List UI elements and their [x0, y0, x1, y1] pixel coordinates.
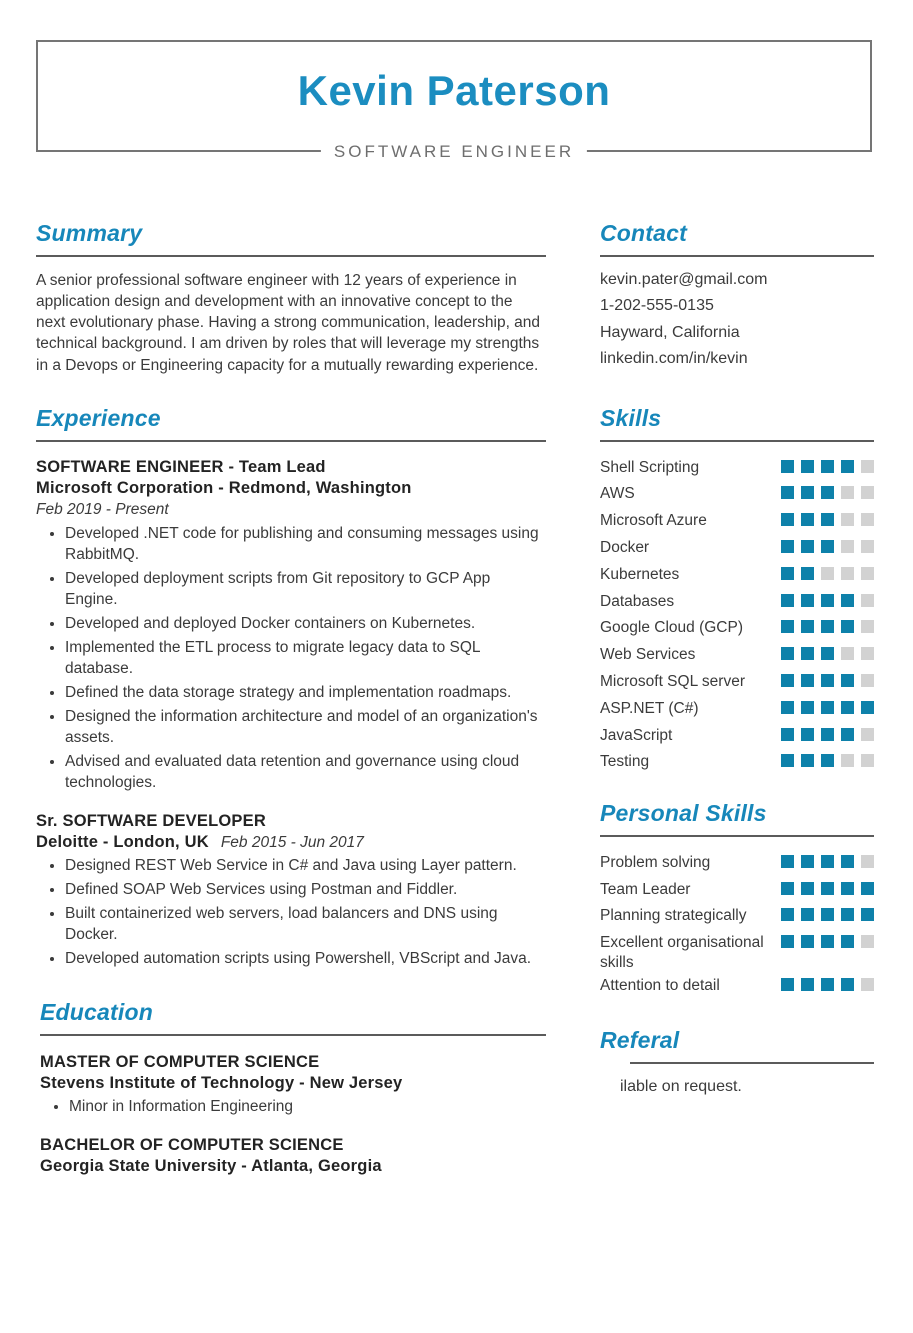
skill-rating	[774, 973, 874, 996]
skill-row	[600, 455, 874, 482]
skill-name: Databases	[600, 592, 675, 610]
degree-title: BACHELOR OF COMPUTER SCIENCE	[40, 1136, 344, 1155]
skill-row	[600, 877, 874, 904]
rating-square-filled	[821, 513, 834, 526]
skill-row	[600, 615, 874, 642]
rating-square-filled	[781, 540, 794, 553]
degree-school: Georgia State University - Atlanta, Georgia	[40, 1157, 382, 1176]
job-title: SOFTWARE ENGINEER - Team Lead	[36, 457, 326, 476]
skill-name: Kubernetes	[600, 565, 680, 583]
skill-rating	[774, 508, 874, 531]
skill-name: Problem solving	[600, 853, 711, 871]
job-dates: Feb 2019 - Present	[36, 500, 169, 518]
skills-list	[600, 455, 874, 777]
contact-heading: Contact	[600, 220, 688, 246]
rating-square-filled	[781, 620, 794, 633]
rating-square-filled	[781, 594, 794, 607]
rating-square-filled	[841, 728, 854, 741]
rating-square-filled	[821, 620, 834, 633]
rating-square-empty	[861, 460, 874, 473]
skill-name: Attention to detail	[600, 977, 720, 995]
skill-name: Microsoft SQL server	[600, 672, 745, 690]
job-company: Microsoft Corporation - Redmond, Washington	[36, 478, 412, 497]
job-company: Deloitte - London, UK	[36, 833, 209, 852]
experience-heading: Experience	[36, 405, 161, 432]
skill-name: Web Services	[600, 646, 696, 664]
skill-row	[600, 562, 874, 589]
rating-square-empty	[861, 594, 874, 607]
rating-square-filled	[801, 460, 814, 473]
skill-rating	[774, 455, 874, 478]
rating-square-filled	[801, 594, 814, 607]
contact-phone: 1-202-555-0135	[600, 297, 714, 315]
rating-square-filled	[821, 486, 834, 499]
skill-row	[600, 642, 874, 669]
person-job-title: SOFTWARE ENGINEER	[321, 142, 587, 162]
rating-square-filled	[801, 620, 814, 633]
rating-square-filled	[781, 935, 794, 948]
bullet-item: • Defined the data storage strategy and implementation roadmaps.	[65, 682, 546, 703]
skill-rating	[774, 930, 874, 953]
bullet-item: • Designed the information architecture and model of an organization's assets.	[65, 706, 546, 749]
summary-text: A senior professional software engineer with 12 years of experience in application design and development with an innovative concept to the next evolutionary phase. Having a strong communication, leadership, and technical background. I am driven by roles that will leverage my strengths in a Devops or Engineering capacity for a mutually rewarding experience.	[36, 271, 541, 374]
bullet-item: • Developed automation scripts using Powershell, VBScript and Java.	[65, 948, 546, 969]
skill-name: Testing	[600, 753, 650, 771]
section-education	[36, 999, 546, 1177]
rating-square-filled	[781, 908, 794, 921]
skill-row	[600, 535, 874, 562]
rating-square-filled	[821, 935, 834, 948]
rating-square-filled	[801, 908, 814, 921]
degree-entry	[40, 1052, 546, 1117]
rating-square-empty	[841, 540, 854, 553]
rating-square-filled	[801, 647, 814, 660]
rating-square-filled	[841, 908, 854, 921]
job-bullet-list	[36, 523, 546, 794]
rating-square-filled	[781, 728, 794, 741]
left-column	[36, 220, 546, 1177]
rating-square-filled	[841, 935, 854, 948]
rating-square-filled	[801, 701, 814, 714]
rating-square-filled	[821, 701, 834, 714]
header-box	[36, 40, 872, 161]
contact-email: kevin.pater@gmail.com	[600, 270, 768, 288]
summary-rule	[36, 255, 546, 257]
content-columns	[36, 220, 874, 1177]
rating-square-filled	[781, 647, 794, 660]
skill-rating	[774, 642, 874, 665]
bullet-item: • Defined SOAP Web Services using Postman and Fiddler.	[65, 879, 546, 900]
rating-square-filled	[821, 460, 834, 473]
degree-title: MASTER OF COMPUTER SCIENCE	[40, 1052, 320, 1071]
rating-square-filled	[821, 728, 834, 741]
skill-rating	[774, 481, 874, 504]
skill-rating	[774, 723, 874, 746]
skill-row	[600, 850, 874, 877]
skill-name: ASP.NET (C#)	[600, 699, 699, 717]
rating-square-filled	[841, 620, 854, 633]
rating-square-filled	[841, 460, 854, 473]
personal-skills-heading: Personal Skills	[600, 800, 767, 827]
bullet-item: • Minor in Information Engineering	[69, 1096, 546, 1117]
bullet-item: • Advised and evaluated data retention and governance using cloud technologies.	[65, 751, 546, 794]
rating-square-filled	[781, 978, 794, 991]
rating-square-filled	[801, 513, 814, 526]
rating-square-filled	[781, 513, 794, 526]
job-company-line	[36, 832, 546, 853]
rating-square-empty	[861, 674, 874, 687]
rating-square-empty	[861, 754, 874, 767]
rating-square-filled	[841, 701, 854, 714]
skill-rating	[774, 669, 874, 692]
personal-skills-rule	[600, 835, 874, 837]
skill-row	[600, 973, 874, 1000]
section-experience	[36, 405, 546, 969]
contact-location: Hayward, California	[600, 323, 740, 341]
degree-entry	[40, 1135, 546, 1177]
contact-rule	[600, 255, 874, 257]
rating-square-filled	[861, 701, 874, 714]
skill-name: Planning strategically	[600, 907, 747, 925]
referral-rule	[630, 1062, 874, 1064]
rating-square-filled	[821, 855, 834, 868]
rating-square-empty	[861, 935, 874, 948]
rating-square-empty	[841, 647, 854, 660]
rating-square-filled	[821, 540, 834, 553]
rating-square-filled	[781, 855, 794, 868]
rating-square-filled	[821, 978, 834, 991]
rating-square-empty	[821, 567, 834, 580]
rating-square-filled	[861, 882, 874, 895]
skill-rating	[774, 903, 874, 926]
rating-square-filled	[801, 978, 814, 991]
skill-row	[600, 903, 874, 930]
skill-rating	[774, 749, 874, 772]
bullet-item: • Developed .NET code for publishing and consuming messages using RabbitMQ.	[65, 523, 546, 566]
skill-name: JavaScript	[600, 726, 673, 744]
rating-square-filled	[801, 754, 814, 767]
rating-square-filled	[821, 908, 834, 921]
section-skills	[600, 405, 874, 776]
rating-square-filled	[841, 882, 854, 895]
skill-name: Google Cloud (GCP)	[600, 619, 744, 637]
skill-row	[600, 589, 874, 616]
skill-rating	[774, 615, 874, 638]
skill-row	[600, 723, 874, 750]
skill-rating	[774, 535, 874, 558]
rating-square-filled	[841, 674, 854, 687]
rating-square-empty	[861, 728, 874, 741]
skills-heading: Skills	[600, 404, 662, 431]
contact-list	[600, 267, 874, 373]
rating-square-filled	[781, 882, 794, 895]
rating-square-filled	[821, 674, 834, 687]
rating-square-filled	[801, 728, 814, 741]
rating-square-empty	[861, 486, 874, 499]
rating-square-filled	[781, 460, 794, 473]
skill-rating	[774, 696, 874, 719]
section-summary	[36, 220, 546, 376]
skill-name: Shell Scripting	[600, 458, 700, 476]
rating-square-empty	[861, 647, 874, 660]
rating-square-empty	[861, 567, 874, 580]
job-dates: Feb 2015 - Jun 2017	[220, 834, 364, 852]
job-title: Sr. SOFTWARE DEVELOPER	[36, 812, 266, 831]
rating-square-empty	[841, 513, 854, 526]
job-bullet-list	[36, 855, 546, 969]
job-entry	[36, 811, 546, 969]
rating-square-empty	[841, 754, 854, 767]
rating-square-filled	[841, 978, 854, 991]
contact-linkedin: linkedin.com/in/kevin	[600, 350, 748, 368]
rating-square-filled	[781, 567, 794, 580]
skill-row	[600, 508, 874, 535]
rating-square-filled	[801, 935, 814, 948]
referral-text: ilable on request.	[620, 1077, 742, 1095]
rating-square-filled	[801, 540, 814, 553]
rating-square-filled	[801, 674, 814, 687]
section-personal-skills	[600, 800, 874, 1000]
rating-square-filled	[821, 594, 834, 607]
person-name: Kevin Paterson	[297, 67, 611, 114]
job-entry	[36, 457, 546, 794]
skill-name: Excellent organisational skills	[600, 934, 764, 972]
personal-skills-list	[600, 850, 874, 1000]
bullet-item: • Developed deployment scripts from Git repository to GCP App Engine.	[65, 568, 546, 611]
skill-name: Docker	[600, 538, 650, 556]
rating-square-empty	[861, 620, 874, 633]
section-contact	[600, 220, 874, 373]
skill-row	[600, 481, 874, 508]
rating-square-filled	[861, 908, 874, 921]
skill-rating	[774, 850, 874, 873]
rating-square-empty	[861, 978, 874, 991]
bullet-item: • Implemented the ETL process to migrate legacy data to SQL database.	[65, 637, 546, 680]
summary-heading: Summary	[36, 220, 143, 246]
rating-square-empty	[861, 540, 874, 553]
bullet-item: • Designed REST Web Service in C# and Java using Layer pattern.	[65, 855, 546, 876]
rating-square-filled	[821, 882, 834, 895]
education-heading: Education	[40, 999, 153, 1026]
skill-name: Microsoft Azure	[600, 512, 707, 530]
rating-square-filled	[841, 594, 854, 607]
skill-rating	[774, 877, 874, 900]
referral-heading: Referal	[600, 1026, 680, 1053]
rating-square-filled	[801, 882, 814, 895]
rating-square-filled	[781, 674, 794, 687]
right-column	[600, 220, 874, 1177]
bullet-item: • Developed and deployed Docker containers on Kubernetes.	[65, 613, 546, 634]
skill-rating	[774, 589, 874, 612]
rating-square-filled	[801, 486, 814, 499]
rating-square-filled	[781, 701, 794, 714]
skill-row	[600, 930, 874, 973]
rating-square-empty	[841, 486, 854, 499]
skill-row	[600, 696, 874, 723]
degree-bullet-list	[40, 1096, 546, 1117]
rating-square-filled	[841, 855, 854, 868]
skill-row	[600, 669, 874, 696]
skill-rating	[774, 562, 874, 585]
rating-square-filled	[821, 647, 834, 660]
rating-square-filled	[821, 754, 834, 767]
skill-row	[600, 749, 874, 776]
rating-square-empty	[861, 513, 874, 526]
degree-school: Stevens Institute of Technology - New Jersey	[40, 1073, 403, 1092]
rating-square-empty	[861, 855, 874, 868]
skills-rule	[600, 440, 874, 442]
rating-square-filled	[801, 855, 814, 868]
skill-name: Team Leader	[600, 880, 691, 898]
skill-name: AWS	[600, 485, 635, 503]
rating-square-filled	[781, 486, 794, 499]
section-referral	[600, 1027, 874, 1098]
rating-square-filled	[801, 567, 814, 580]
rating-square-empty	[841, 567, 854, 580]
experience-rule	[36, 440, 546, 442]
rating-square-filled	[781, 754, 794, 767]
bullet-item: • Built containerized web servers, load balancers and DNS using Docker.	[65, 903, 546, 946]
education-rule	[40, 1034, 546, 1036]
